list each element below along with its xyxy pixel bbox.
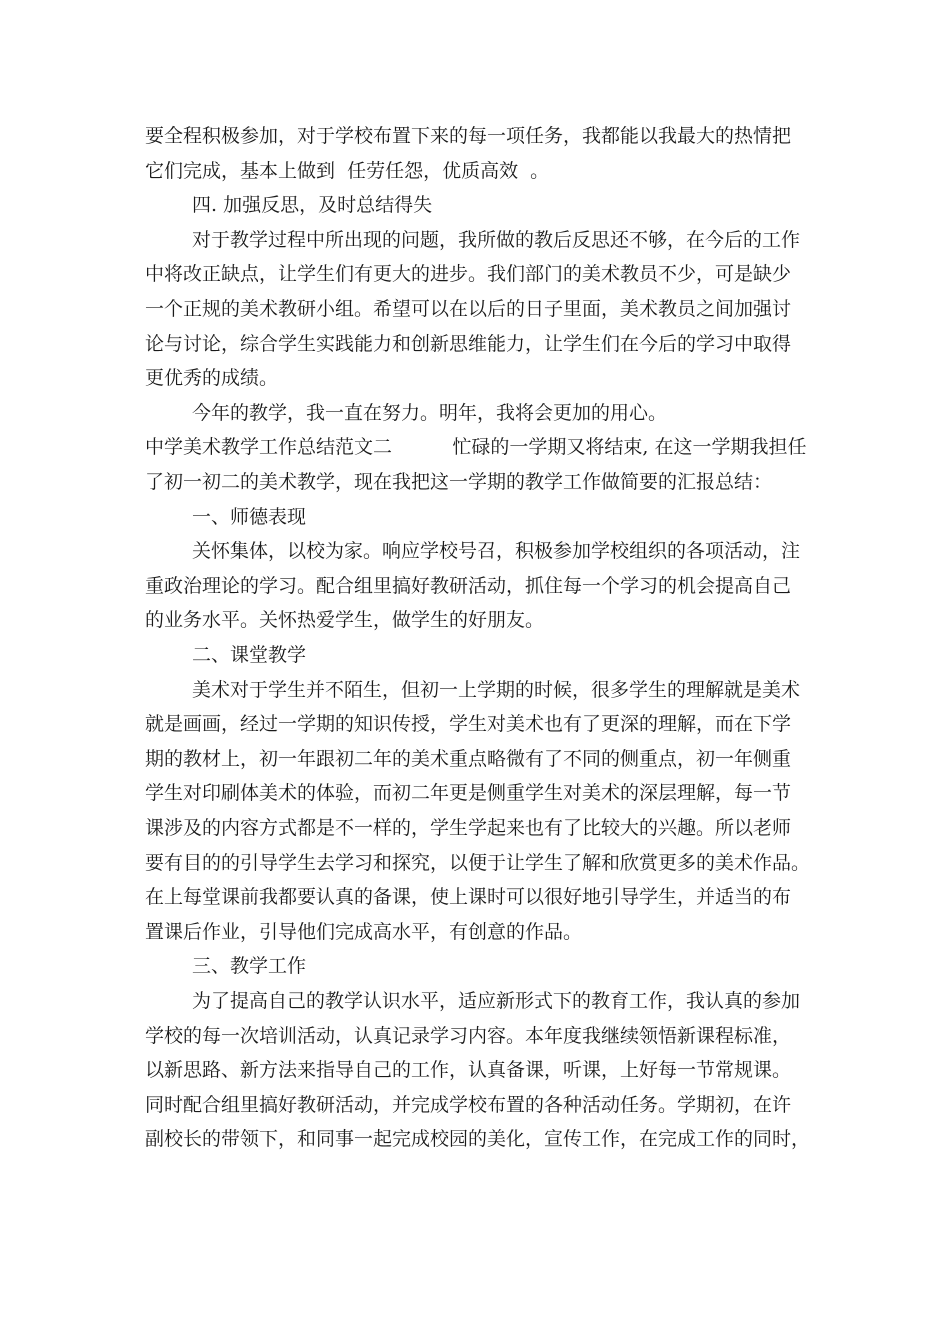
text-line: 期的教材上，初一年跟初二年的美术重点略微有了不同的侧重点，初一年侧重 <box>145 747 792 770</box>
text-line: 三、教学工作 <box>192 955 307 978</box>
text-line: 课涉及的内容方式都是不一样的，学生学起来也有了比较大的兴趣。所以老师 <box>145 817 792 839</box>
text-line: 中将改正缺点，让学生们有更大的进步。我们部门的美术教员不少，可是缺少 <box>145 263 792 286</box>
text-line: 一个正规的美术教研小组。希望可以在以后的日子里面，美术教员之间加强讨 <box>145 298 792 320</box>
text-line: 更优秀的成绩。 <box>145 367 279 390</box>
text-line: 要有目的的引导学生去学习和探究，以便于让学生了解和欣赏更多的美术作品。 <box>145 851 811 874</box>
text-line: 一、师德表现 <box>192 505 307 528</box>
text-line: 学生对印刷体美术的体验，而初二年更是侧重学生对美术的深层理解，每一节 <box>145 782 792 805</box>
text-line: 的业务水平。关怀热爱学生，做学生的好朋友。 <box>145 609 545 632</box>
text-line: 对于教学过程中所出现的问题，我所做的教后反思还不够，在今后的工作 <box>192 228 801 251</box>
text-line: 为了提高自己的教学认识水平，适应新形式下的教育工作，我认真的参加 <box>192 990 801 1012</box>
text-line: 关怀集体，以校为家。响应学校号召，积极参加学校组织的各项活动，注 <box>192 540 801 563</box>
text-line: 了初一初二的美术教学，现在我把这一学期的教学工作做简要的汇报总结： <box>145 471 773 493</box>
text-line: 以新思路、新方法来指导自己的工作，认真备课，听课，上好每一节常规课。 <box>145 1059 792 1082</box>
text-line: 论与讨论，综合学生实践能力和创新思维能力，让学生们在今后的学习中取得 <box>145 332 792 355</box>
text-line: 重政治理论的学习。配合组里搞好教研活动，抓住每一个学习的机会提高自己 <box>145 574 792 597</box>
text-line: 中学美术教学工作总结范文二 忙碌的一学期又将结束, 在这一学期我担任 <box>145 436 807 459</box>
text-line: 置课后作业，引导他们完成高水平，有创意的作品。 <box>145 920 583 943</box>
text-line: 它们完成，基本上做到 任劳任怨，优质高效 。 <box>145 159 550 182</box>
text-line: 同时配合组里搞好教研活动，并完成学校布置的各种活动任务。学期初，在许 <box>145 1093 792 1116</box>
text-line: 副校长的带领下，和同事一起完成校园的美化，宣传工作，在完成工作的同时， <box>145 1128 811 1151</box>
text-line: 美术对于学生并不陌生，但初一上学期的时候，很多学生的理解就是美术 <box>192 678 801 701</box>
text-line: 二、课堂教学 <box>192 644 307 666</box>
text-line: 今年的教学，我一直在努力。明年，我将会更加的用心。 <box>192 401 668 424</box>
text-line: 学校的每一次培训活动，认真记录学习内容。本年度我继续领悟新课程标准， <box>145 1024 792 1047</box>
text-line: 要全程积极参加，对于学校布置下来的每一项任务，我都能以我最大的热情把 <box>145 125 792 147</box>
text-line: 就是画画，经过一学期的知识传授，学生对美术也有了更深的理解，而在下学 <box>145 713 792 736</box>
text-line: 四. 加强反思，及时总结得失 <box>192 194 433 217</box>
text-line: 在上每堂课前我都要认真的备课，使上课时可以很好地引导学生，并适当的布 <box>145 886 792 909</box>
